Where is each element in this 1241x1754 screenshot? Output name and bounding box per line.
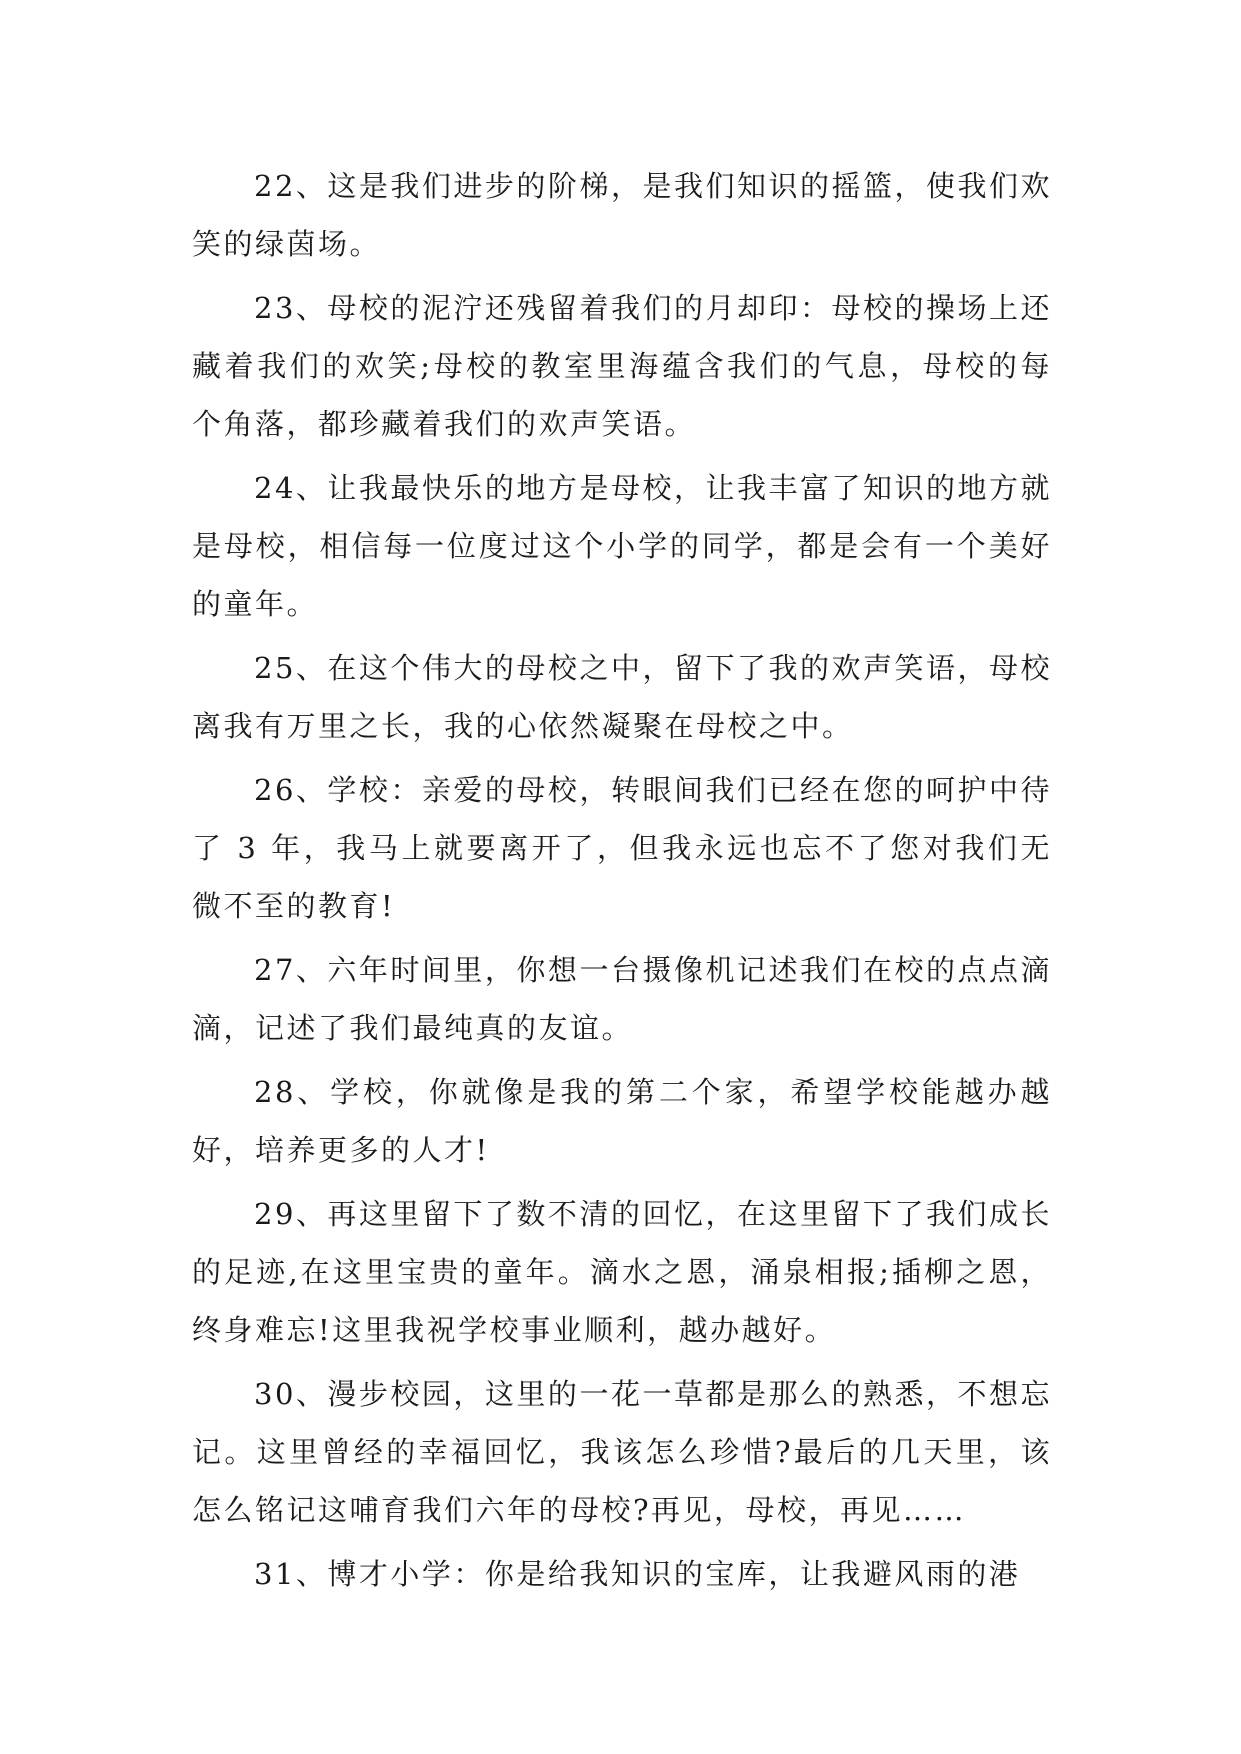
paragraph-29: 29、再这里留下了数不清的回忆，在这里留下了我们成长的足迹,在这里宝贵的童年。滴水之恩，涌泉相报;插柳之恩，终身难忘!这里我祝学校事业顺利，越办越好。 [192,1197,1052,1347]
paragraph-23: 23、母校的泥泞还残留着我们的月却印：母校的操场上还藏着我们的欢笑;母校的教室里海蕴含我们的气息，母校的每个角落，都珍藏着我们的欢声笑语。 [192,291,1052,441]
paragraph-30: 30、漫步校园，这里的一花一草都是那么的熟悉，不想忘记。这里曾经的幸福回忆，我该怎么珍惜?最后的几天里，该怎么铭记这哺育我们六年的母校?再见，母校，再见…… [192,1377,1052,1527]
paragraph-25: 25、在这个伟大的母校之中，留下了我的欢声笑语，母校离我有万里之长，我的心依然凝聚在母校之中。 [192,651,1052,743]
paragraph-28: 28、学校，你就像是我的第二个家，希望学校能越办越好，培养更多的人才! [192,1075,1052,1167]
document-body [192,157,1052,1603]
paragraph-24: 24、让我最快乐的地方是母校，让我丰富了知识的地方就是母校，相信每一位度过这个小学的同学，都是会有一个美好的童年。 [192,471,1052,621]
paragraph-31: 31、博才小学：你是给我知识的宝库，让我避风雨的港 [254,1557,1021,1591]
paragraph-22: 22、这是我们进步的阶梯，是我们知识的摇篮，使我们欢笑的绿茵场。 [192,169,1052,261]
paragraph-26: 26、学校：亲爱的母校，转眼间我们已经在您的呵护中待了 3 年，我马上就要离开了，但我永远也忘不了您对我们无微不至的教育! [192,773,1052,923]
paragraph-27: 27、六年时间里，你想一台摄像机记述我们在校的点点滴滴，记述了我们最纯真的友谊。 [192,953,1052,1045]
